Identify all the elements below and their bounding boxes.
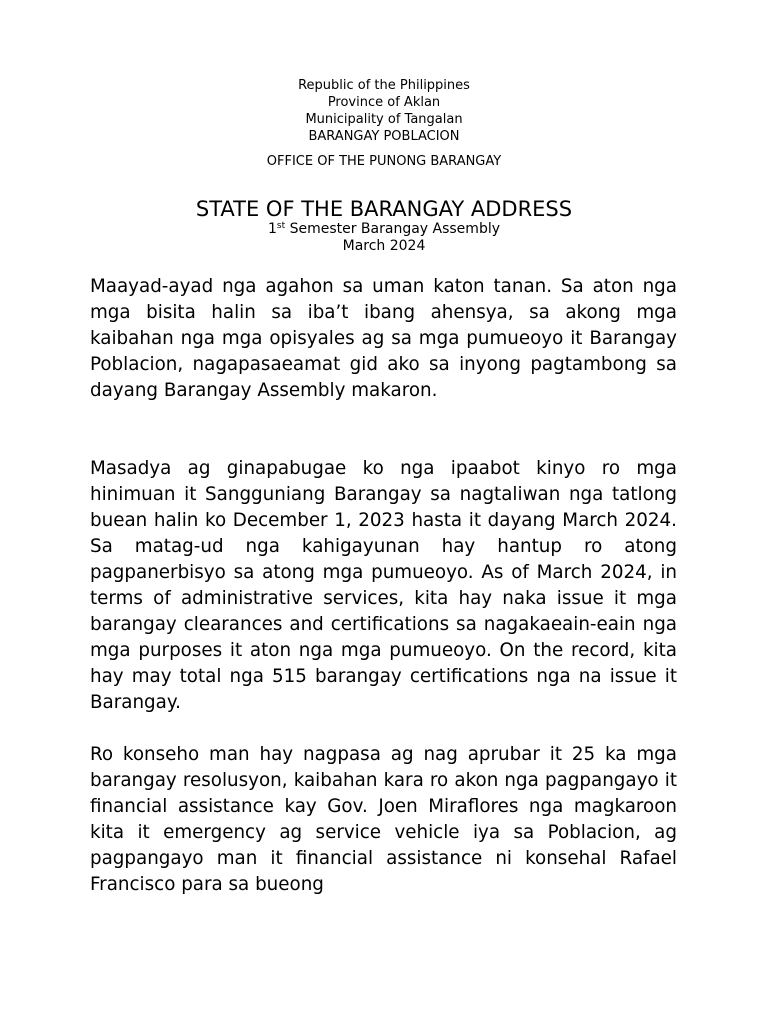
address-body	[90, 274, 677, 898]
paragraph-greeting: Maayad-ayad nga agahon sa uman katon tanan. Sa aton nga mga bisita halin sa iba’t ibang ahensya, sa akong mga kaibahan nga mga opisyales ag sa mga pumueoyo it Barangay Poblacion, nagapasaeamat gid ako sa inyong pagtambong sa dayang Barangay Assembly makaron.	[90, 276, 677, 401]
semester-ordinal: 1	[267, 221, 277, 237]
semester-ordinal-suffix: st	[276, 221, 286, 231]
office-heading: OFFICE OF THE PUNONG BARANGAY	[266, 154, 502, 169]
letterhead-municipality: Municipality of Tangalan	[305, 112, 463, 127]
letterhead	[0, 77, 768, 145]
document-subtitle	[0, 221, 768, 255]
paragraph-resolutions: Ro konseho man hay nagpasa ag nag aprubar it 25 ka mga barangay resolusyon, kaibahan kara ro akon nga pagpangayo it financial assistance kay Gov. Joen Miraflores nga magkaroon kita it emergency ag service vehicle iya sa Poblacion, ag pagpangayo man it financial assistance ni konsehal Rafael Francisco para sa bueong	[90, 744, 677, 895]
letterhead-barangay: BARANGAY POBLACION	[308, 129, 460, 144]
paragraph-accomplishments: Masadya ag ginapabugae ko nga ipaabot kinyo ro mga hinimuan it Sangguniang Barangay sa nagtaliwan nga tatlong buean halin ko December 1, 2023 hasta it dayang March 2024. Sa matag-ud nga kahigayunan hay hantup ro atong pagpanerbisyo sa atong mga pumueoyo. As of March 2024, in terms of administrative services, kita hay naka issue it mga barangay clearances and certifications sa nagakaeain-eain nga mga purposes it aton nga mga pumueoyo. On the record, kita hay may total nga 515 barangay certifications nga na issue it Barangay.	[90, 458, 677, 713]
letterhead-republic: Republic of the Philippines	[298, 78, 470, 93]
paragraph-spacer	[90, 404, 677, 456]
document-title: STATE OF THE BARANGAY ADDRESS	[195, 197, 573, 221]
semester-line	[0, 221, 768, 238]
paragraph-spacer	[90, 716, 677, 742]
letterhead-province: Province of Aklan	[327, 95, 441, 110]
document-date: March 2024	[342, 238, 426, 254]
semester-label: Semester Barangay Assembly	[285, 221, 500, 237]
